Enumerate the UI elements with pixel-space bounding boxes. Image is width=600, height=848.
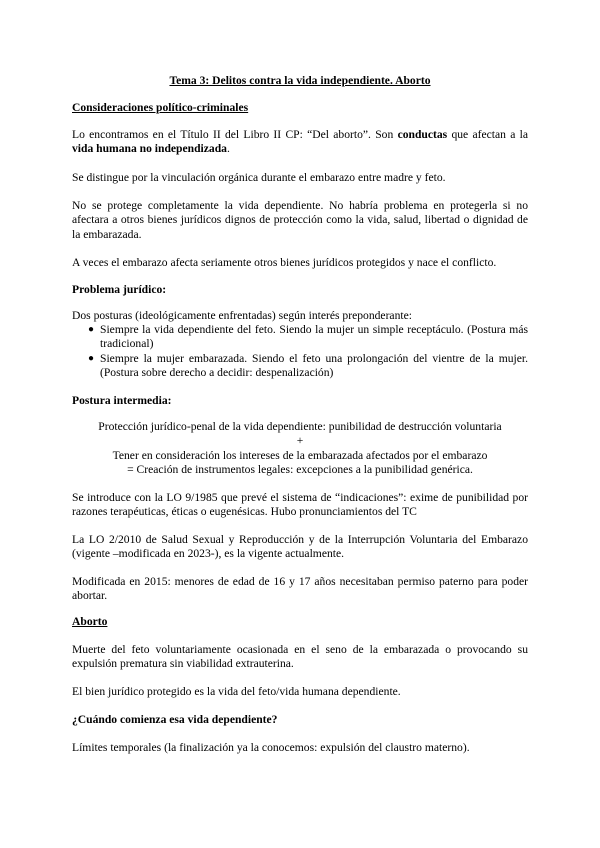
section-heading-postura-intermedia: Postura intermedia: xyxy=(72,394,172,407)
paragraph-lo-2010: La LO 2/2010 de Salud Sexual y Reproducción y de la Interrupción Voluntaria del Embarazo (vigente –modificada en 2023-), es la vigente actualmente. xyxy=(72,533,528,561)
document-title: Tema 3: Delitos contra la vida independiente. Aborto xyxy=(169,74,431,87)
bold-term-conductas: conductas xyxy=(397,128,448,141)
section-heading-aborto: Aborto xyxy=(72,615,108,628)
section-heading-cuando-comienza: ¿Cuándo comienza esa vida dependiente? xyxy=(72,713,278,726)
paragraph-proteccion: No se protege completamente la vida dependiente. No habría problema en protegerla si no afectara a otros bienes jurídicos dignos de protección como la vida, salud, libertad o dignidad de la embarazada. xyxy=(72,199,528,241)
text-run: que afectan a la xyxy=(447,128,529,141)
list-item xyxy=(72,323,528,352)
formula-line: Tener en consideración los intereses de la embarazada afectados por el embarazo xyxy=(112,448,488,462)
paragraph-titulo xyxy=(72,128,528,157)
paragraph-definicion-aborto: Muerte del feto voluntariamente ocasionada en el seno de la embarazada o provocando su expulsión prematura sin viabilidad extrauterina. xyxy=(72,643,528,671)
bullet-list xyxy=(72,323,528,381)
paragraph-conflicto: A veces el embarazo afecta seriamente otros bienes jurídicos protegidos y nace el conflicto. xyxy=(72,256,497,269)
section-heading-consideraciones: Consideraciones político-criminales xyxy=(72,101,249,114)
text-run: Lo encontramos en el Título II del Libro II CP: “Del aborto”. Son xyxy=(72,128,398,141)
list-item-text: Siempre la vida dependiente del feto. Siendo la mujer un simple receptáculo. (Postura más tradicional) xyxy=(100,323,528,351)
paragraph-modificada-2015: Modificada en 2015: menores de edad de 16 y 17 años necesitaban permiso paterno para poder abortar. xyxy=(72,575,528,603)
centered-formula xyxy=(72,420,528,478)
paragraph-bien-juridico: El bien jurídico protegido es la vida del feto/vida humana dependiente. xyxy=(72,685,401,698)
text-run: . xyxy=(226,142,230,156)
list-item xyxy=(72,352,528,381)
formula-line: = Creación de instrumentos legales: excepciones a la punibilidad genérica. xyxy=(127,463,473,477)
paragraph-posturas: Dos posturas (ideológicamente enfrentadas) según interés preponderante: xyxy=(72,309,412,322)
list-item-text: Siempre la mujer embarazada. Siendo el feto una prolongación del vientre de la mujer. (Postura sobre derecho a decidir: despenalización) xyxy=(100,351,528,380)
bullet-icon: ● xyxy=(88,352,95,364)
bullet-icon: ● xyxy=(88,324,95,335)
paragraph-lo-1985: Se introduce con la LO 9/1985 que prevé el sistema de “indicaciones”: exime de punibilidad por razones terapéuticas, éticas o eugenésicas. Hubo pronunciamientos del TC xyxy=(72,491,528,519)
formula-line: Protección jurídico-penal de la vida dependiente: punibilidad de destrucción voluntaria xyxy=(98,420,502,433)
section-heading-problema: Problema jurídico: xyxy=(72,283,167,296)
formula-plus: + xyxy=(296,434,304,448)
paragraph-limites-temporales: Límites temporales (la finalización ya la conocemos: expulsión del claustro materno). xyxy=(72,741,470,754)
paragraph-vinculacion: Se distingue por la vinculación orgánica durante el embarazo entre madre y feto. xyxy=(72,171,446,184)
bold-term-vida-humana: vida humana no independizada xyxy=(72,142,227,156)
